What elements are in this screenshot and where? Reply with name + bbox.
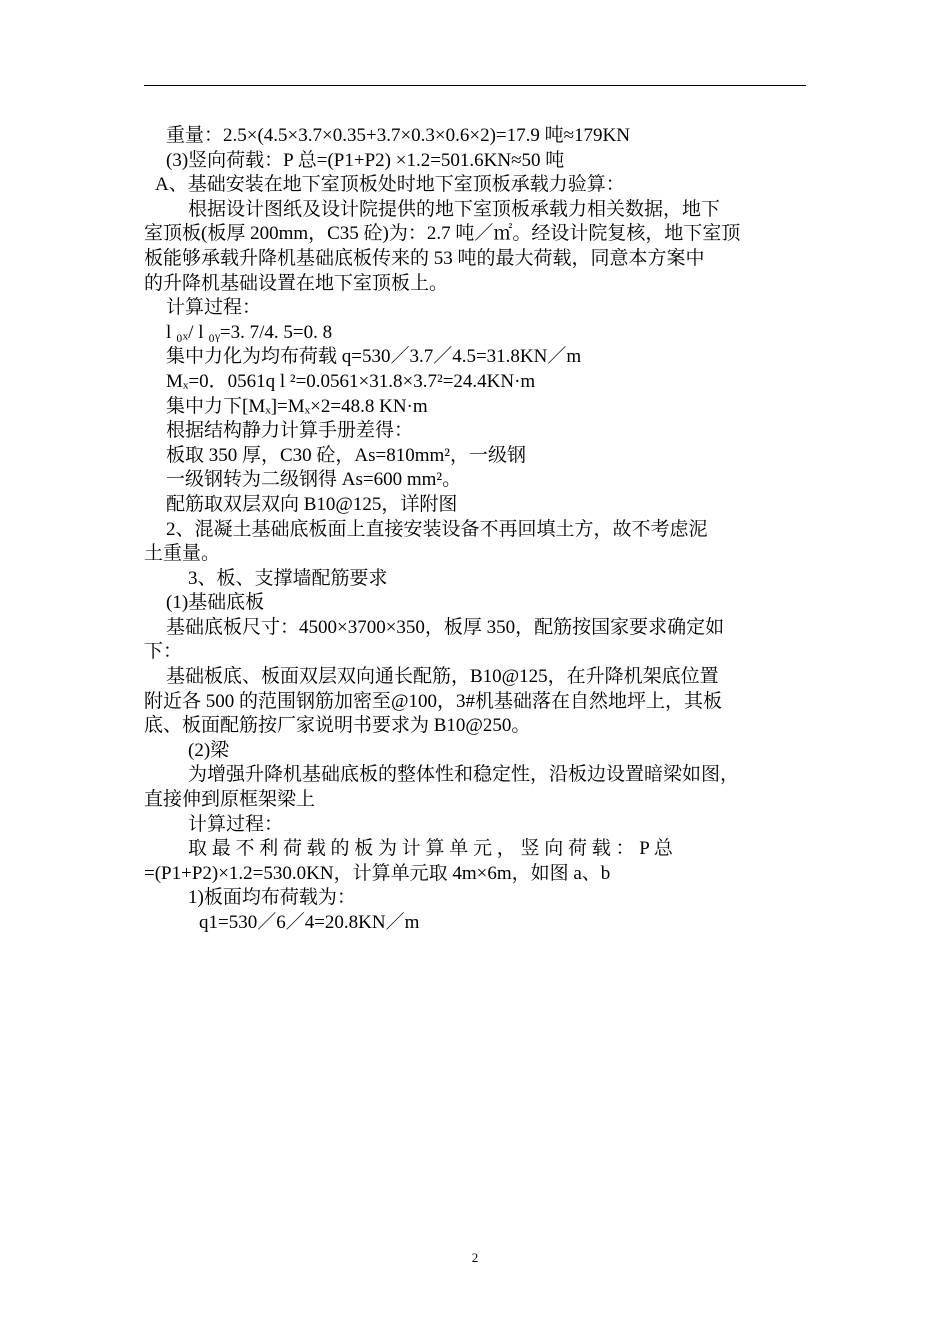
- text-line: 集中力下[Mₓ]=Mₓ×2=48.8 KN·m: [166, 395, 428, 417]
- page-number: 2: [471, 1250, 479, 1265]
- text-line: 取 最 不 利 荷 载 的 板 为 计 算 单 元 ， 竖 向 荷 载 ： P 总: [188, 838, 673, 860]
- text-line: 室顶板(板厚 200mm，C35 砼)为：2.7 吨／㎡。经设计院复核，地下室顶: [144, 223, 741, 245]
- text-line: q1=530／6／4=20.8KN／m: [199, 912, 420, 933]
- text-line: 下：: [144, 641, 183, 663]
- body-text: [144, 124, 820, 936]
- text-line: 附近各 500 的范围钢筋加密至@100，3#机基础落在自然地坪上，其板: [144, 690, 722, 712]
- text-line: 为增强升降机基础底板的整体性和稳定性，沿板边设置暗梁如图，: [188, 764, 740, 786]
- text-line: 根据结构静力计算手册差得：: [166, 420, 414, 442]
- text-line: 土重量。: [144, 543, 221, 565]
- text-line: l ₀ₓ/ l ₀ᵧ=3. 7/4. 5=0. 8: [166, 321, 333, 343]
- text-line: A、基础安装在地下室顶板处时地下室顶板承载力验算：: [155, 174, 625, 196]
- text-line: 集中力化为均布荷载 q=530／3.7／4.5=31.8KN／m: [166, 346, 582, 368]
- text-line: 重量：2.5×(4.5×3.7×0.35+3.7×0.3×0.6×2)=17.9 吨≈179KN: [166, 125, 630, 146]
- text-line: 直接伸到原框架梁上: [144, 789, 316, 811]
- text-line: =(P1+P2)×1.2=530.0KN，计算单元取 4m×6m，如图 a、b: [144, 862, 611, 884]
- text-line: 3、板、支撑墙配筋要求: [188, 567, 388, 589]
- header-rule: [144, 85, 806, 86]
- text-line: 基础板底、板面双层双向通长配筋，B10@125，在升降机架底位置: [166, 666, 719, 688]
- text-line: 基础底板尺寸：4500×3700×350，板厚 350，配筋按国家要求确定如: [166, 616, 725, 638]
- text-line: 一级钢转为二级钢得 As=600 mm²。: [166, 469, 462, 491]
- text-line: 配筋取双层双向 B10@125，详附图: [166, 493, 458, 515]
- text-line: (2)梁: [188, 739, 230, 761]
- text-line: 的升降机基础设置在地下室顶板上。: [144, 272, 449, 294]
- text-line: 1)板面均布荷载为：: [188, 887, 356, 909]
- text-line: 计算过程：: [166, 297, 262, 319]
- text-line: 板能够承载升降机基础底板传来的 53 吨的最大荷载，同意本方案中: [144, 247, 705, 269]
- text-line: (1)基础底板: [166, 592, 265, 614]
- text-line: 根据设计图纸及设计院提供的地下室顶板承载力相关数据，地下: [188, 198, 721, 220]
- text-line: Mₓ=0．0561q l ²=0.0561×31.8×3.7²=24.4KN·m: [166, 370, 536, 392]
- text-line: (3)竖向荷载：P 总=(P1+P2) ×1.2=501.6KN≈50 吨: [166, 149, 565, 171]
- text-line: 底、板面配筋按厂家说明书要求为 B10@250。: [144, 715, 531, 737]
- text-line: 板取 350 厚，C30 砼，As=810mm²，一级钢: [166, 444, 527, 466]
- text-line: 计算过程：: [188, 813, 284, 835]
- text-line: 2、混凝土基础底板面上直接安装设备不再回填土方，故不考虑泥: [166, 518, 708, 540]
